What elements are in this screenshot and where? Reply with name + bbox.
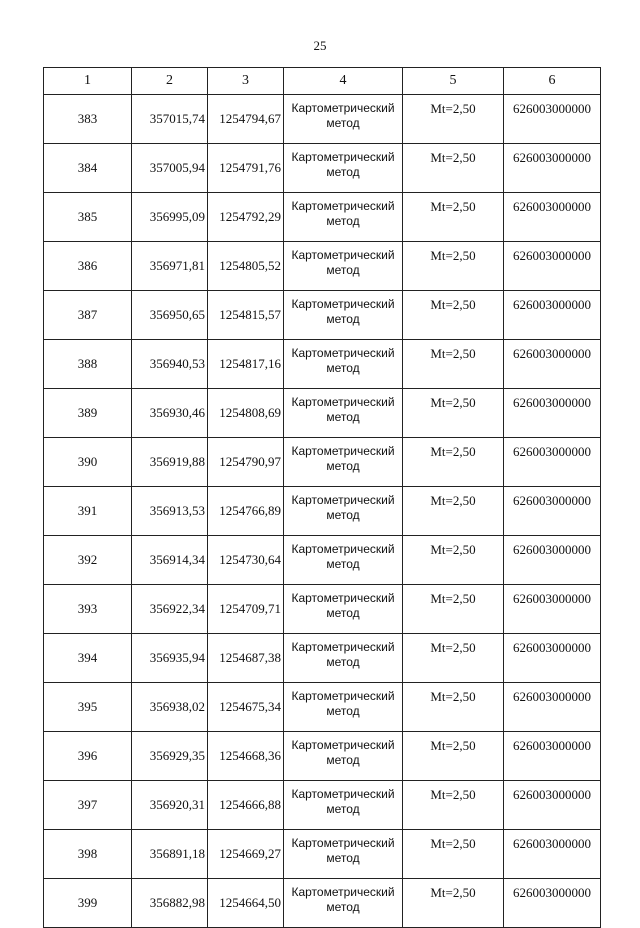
method-line-1: Картометрический [291,738,395,752]
y-coordinate-cell: 1254687,38 [208,634,284,683]
point-number-cell: 386 [44,242,132,291]
table-row [44,389,601,438]
accuracy-cell: Mt=2,50 [403,95,504,144]
method-line-2: метод [326,655,360,669]
method-line-2: метод [326,459,360,473]
x-coordinate-cell: 356920,31 [132,781,208,830]
y-coordinate-cell: 1254709,71 [208,585,284,634]
header-col-6: 6 [504,68,601,95]
method-cell [284,291,403,340]
method-line-2: метод [326,851,360,865]
method-cell [284,830,403,879]
x-coordinate-cell: 356935,94 [132,634,208,683]
table-row [44,732,601,781]
x-coordinate-cell: 356882,98 [132,879,208,928]
method-line-1: Картометрический [291,101,395,115]
x-coordinate-cell: 356950,65 [132,291,208,340]
x-coordinate-cell: 356929,35 [132,732,208,781]
point-number-cell: 393 [44,585,132,634]
method-line-2: метод [326,116,360,130]
method-line-1: Картометрический [291,493,395,507]
accuracy-cell: Mt=2,50 [403,193,504,242]
x-coordinate-cell: 356891,18 [132,830,208,879]
x-coordinate-cell: 356938,02 [132,683,208,732]
y-coordinate-cell: 1254805,52 [208,242,284,291]
code-cell: 626003000000 [504,340,601,389]
method-line-2: метод [326,802,360,816]
point-number-cell: 385 [44,193,132,242]
accuracy-cell: Mt=2,50 [403,536,504,585]
accuracy-cell: Mt=2,50 [403,438,504,487]
method-line-1: Картометрический [291,787,395,801]
point-number-cell: 383 [44,95,132,144]
coordinates-table [43,67,601,928]
header-col-3: 3 [208,68,284,95]
y-coordinate-cell: 1254766,89 [208,487,284,536]
method-line-2: метод [326,263,360,277]
method-cell [284,585,403,634]
y-coordinate-cell: 1254815,57 [208,291,284,340]
method-line-2: метод [326,312,360,326]
accuracy-cell: Mt=2,50 [403,781,504,830]
method-line-1: Картометрический [291,885,395,899]
method-line-2: метод [326,361,360,375]
y-coordinate-cell: 1254790,97 [208,438,284,487]
point-number-cell: 395 [44,683,132,732]
y-coordinate-cell: 1254664,50 [208,879,284,928]
accuracy-cell: Mt=2,50 [403,242,504,291]
method-cell [284,634,403,683]
y-coordinate-cell: 1254666,88 [208,781,284,830]
method-line-1: Картометрический [291,346,395,360]
point-number-cell: 392 [44,536,132,585]
point-number-cell: 396 [44,732,132,781]
table-body [44,95,601,928]
method-cell [284,683,403,732]
method-line-1: Картометрический [291,199,395,213]
accuracy-cell: Mt=2,50 [403,634,504,683]
method-line-1: Картометрический [291,542,395,556]
y-coordinate-cell: 1254669,27 [208,830,284,879]
method-line-1: Картометрический [291,591,395,605]
table-row [44,340,601,389]
code-cell: 626003000000 [504,585,601,634]
code-cell: 626003000000 [504,193,601,242]
x-coordinate-cell: 356914,34 [132,536,208,585]
table-row [44,879,601,928]
accuracy-cell: Mt=2,50 [403,585,504,634]
table-row [44,683,601,732]
method-line-1: Картометрический [291,248,395,262]
method-line-2: метод [326,557,360,571]
point-number-cell: 399 [44,879,132,928]
code-cell: 626003000000 [504,144,601,193]
method-line-1: Картометрический [291,836,395,850]
code-cell: 626003000000 [504,830,601,879]
method-cell [284,438,403,487]
method-line-1: Картометрический [291,395,395,409]
table-row [44,634,601,683]
code-cell: 626003000000 [504,389,601,438]
x-coordinate-cell: 356971,81 [132,242,208,291]
method-cell [284,879,403,928]
code-cell: 626003000000 [504,732,601,781]
accuracy-cell: Mt=2,50 [403,144,504,193]
accuracy-cell: Mt=2,50 [403,830,504,879]
accuracy-cell: Mt=2,50 [403,340,504,389]
method-cell [284,487,403,536]
point-number-cell: 390 [44,438,132,487]
y-coordinate-cell: 1254808,69 [208,389,284,438]
header-col-1: 1 [44,68,132,95]
accuracy-cell: Mt=2,50 [403,389,504,438]
method-cell [284,95,403,144]
method-cell [284,781,403,830]
method-line-2: метод [326,753,360,767]
code-cell: 626003000000 [504,781,601,830]
point-number-cell: 388 [44,340,132,389]
code-cell: 626003000000 [504,683,601,732]
accuracy-cell: Mt=2,50 [403,732,504,781]
method-line-2: метод [326,410,360,424]
header-col-2: 2 [132,68,208,95]
method-line-2: метод [326,165,360,179]
point-number-cell: 397 [44,781,132,830]
code-cell: 626003000000 [504,242,601,291]
accuracy-cell: Mt=2,50 [403,291,504,340]
table-row [44,487,601,536]
code-cell: 626003000000 [504,291,601,340]
x-coordinate-cell: 356919,88 [132,438,208,487]
method-line-1: Картометрический [291,297,395,311]
accuracy-cell: Mt=2,50 [403,683,504,732]
method-cell [284,536,403,585]
code-cell: 626003000000 [504,438,601,487]
y-coordinate-cell: 1254794,67 [208,95,284,144]
x-coordinate-cell: 357005,94 [132,144,208,193]
page-number: 25 [313,38,327,53]
method-cell [284,340,403,389]
y-coordinate-cell: 1254792,29 [208,193,284,242]
table-row [44,95,601,144]
point-number-cell: 394 [44,634,132,683]
point-number-cell: 387 [44,291,132,340]
x-coordinate-cell: 357015,74 [132,95,208,144]
method-cell [284,144,403,193]
code-cell: 626003000000 [504,634,601,683]
method-line-2: метод [326,704,360,718]
table-row [44,193,601,242]
x-coordinate-cell: 356913,53 [132,487,208,536]
method-line-1: Картометрический [291,640,395,654]
table-row [44,830,601,879]
method-line-1: Картометрический [291,689,395,703]
point-number-cell: 391 [44,487,132,536]
accuracy-cell: Mt=2,50 [403,879,504,928]
method-cell [284,242,403,291]
point-number-cell: 384 [44,144,132,193]
table-row [44,291,601,340]
x-coordinate-cell: 356930,46 [132,389,208,438]
table-row [44,242,601,291]
code-cell: 626003000000 [504,95,601,144]
header-col-5: 5 [403,68,504,95]
method-cell [284,732,403,781]
method-line-2: метод [326,214,360,228]
x-coordinate-cell: 356995,09 [132,193,208,242]
accuracy-cell: Mt=2,50 [403,487,504,536]
table-header [44,68,601,95]
method-line-1: Картометрический [291,444,395,458]
y-coordinate-cell: 1254791,76 [208,144,284,193]
header-row [44,68,601,95]
table-row [44,536,601,585]
x-coordinate-cell: 356940,53 [132,340,208,389]
point-number-cell: 398 [44,830,132,879]
header-col-4: 4 [284,68,403,95]
method-line-2: метод [326,508,360,522]
method-cell [284,193,403,242]
table-row [44,438,601,487]
method-line-2: метод [326,606,360,620]
y-coordinate-cell: 1254817,16 [208,340,284,389]
point-number-cell: 389 [44,389,132,438]
y-coordinate-cell: 1254668,36 [208,732,284,781]
y-coordinate-cell: 1254675,34 [208,683,284,732]
y-coordinate-cell: 1254730,64 [208,536,284,585]
method-line-2: метод [326,900,360,914]
code-cell: 626003000000 [504,487,601,536]
method-cell [284,389,403,438]
code-cell: 626003000000 [504,879,601,928]
method-line-1: Картометрический [291,150,395,164]
x-coordinate-cell: 356922,34 [132,585,208,634]
table-row [44,781,601,830]
table-row [44,585,601,634]
table-row [44,144,601,193]
code-cell: 626003000000 [504,536,601,585]
